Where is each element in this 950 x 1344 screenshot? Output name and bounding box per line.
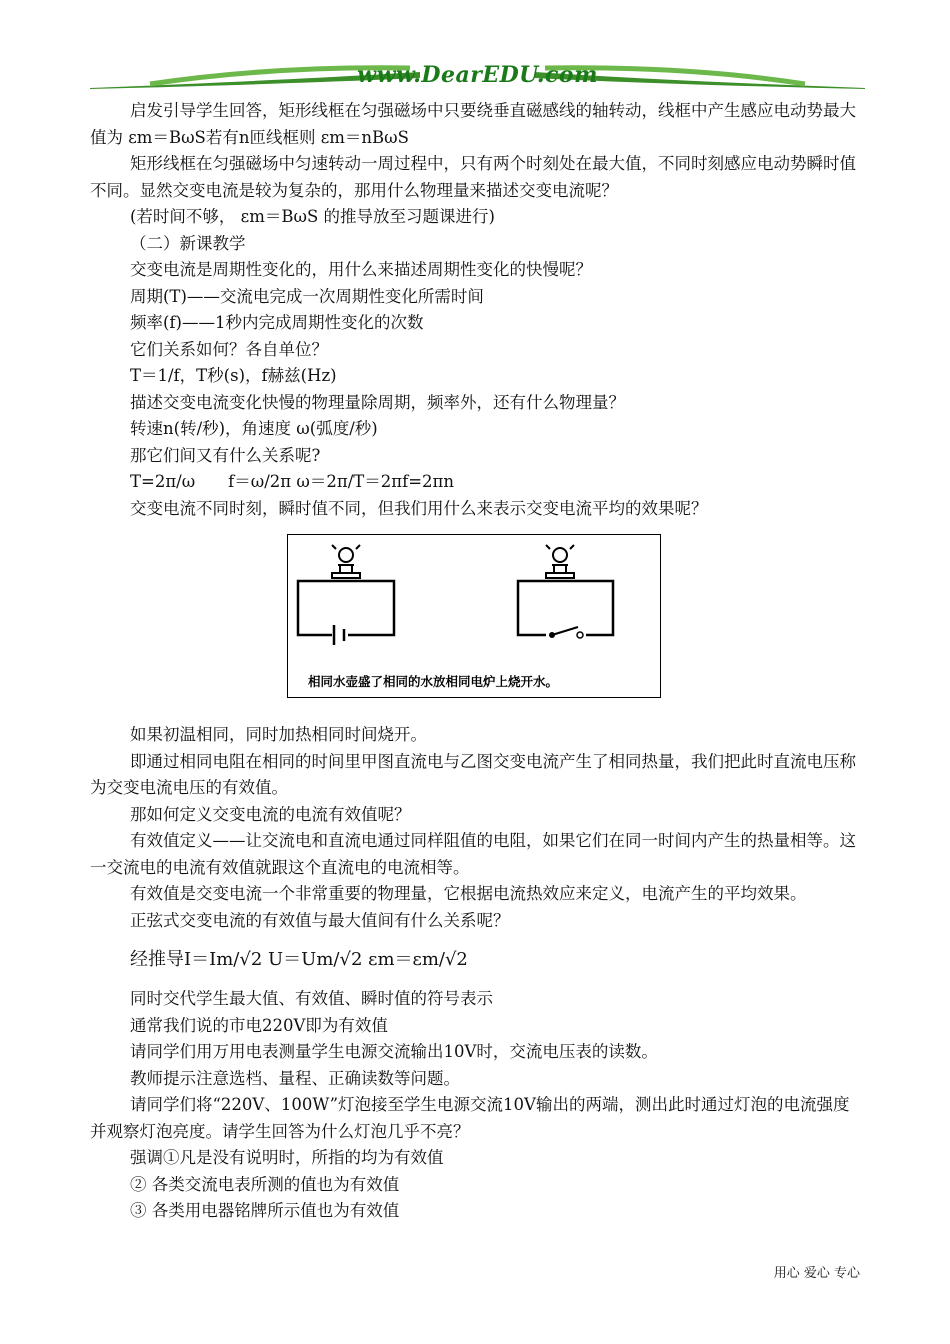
paragraph: 描述交变电流变化快慢的物理量除周期，频率外，还有什么物理量？ bbox=[130, 392, 625, 412]
paragraph: 教师提示注意选档、量程、正确读数等问题。 bbox=[130, 1068, 460, 1088]
paragraph: 频率(f)——1秒内完成周期性变化的次数 bbox=[130, 313, 424, 332]
paragraph: 请同学们将“220V、100W”灯泡接至学生电源交流10V输出的两端，测出此时通过灯泡的电流强度并观察灯泡亮度。请学生回答为什么灯泡几乎不亮？ bbox=[90, 1095, 850, 1141]
site-header bbox=[90, 58, 865, 94]
paragraph: 强调①凡是没有说明时，所指的均为有效值 bbox=[130, 1148, 444, 1167]
paragraph: 那它们间又有什么关系呢? bbox=[130, 445, 321, 465]
paragraph: 交变电流是周期性变化的，用什么来描述周期性变化的快慢呢？ bbox=[130, 260, 592, 279]
paragraph: 有效值是交变电流一个非常重要的物理量，它根据电流热效应来定义，电流产生的平均效果。 bbox=[130, 884, 807, 903]
paragraph: 启发引导学生回答，矩形线框在匀强磁场中只要绕垂直磁感线的轴转动，线框中产生感应电动势最大值为 εm＝BωS若有n匝线框则 εm＝nBωS bbox=[90, 101, 856, 147]
page-footer: 用心 爱心 专心 bbox=[773, 1266, 860, 1281]
paragraph: 转速n(转/秒)，角速度 ω(弧度/秒) bbox=[130, 419, 378, 438]
paragraph: 矩形线框在匀强磁场中匀速转动一周过程中，只有两个时刻处在最大值，不同时刻感应电动势瞬时值不同。显然交变电流是较为复杂的，那用什么物理量来描述交变电流呢？ bbox=[90, 154, 856, 200]
rms-formula: 经推导I＝Im/√2 U＝Um/√2 εm＝εm/√2 bbox=[130, 949, 468, 970]
paragraph: (若时间不够， εm＝BωS 的推导放至习题课进行) bbox=[130, 207, 495, 226]
paragraph: 即通过相同电阻在相同的时间里甲图直流电与乙图交变电流产生了相同热量，我们把此时直流电压称为交变电流电压的有效值。 bbox=[90, 751, 856, 797]
dc-circuit bbox=[298, 545, 394, 645]
paragraph: T＝1/f，T秒(s)，f赫兹(Hz) bbox=[130, 366, 337, 385]
paragraph: 周期(T)——交流电完成一次周期性变化所需时间 bbox=[130, 286, 484, 306]
ac-circuit bbox=[518, 545, 613, 641]
circuit-figure bbox=[287, 534, 661, 698]
document-body bbox=[90, 98, 860, 1225]
paragraph: T=2π/ω f＝ω/2π ω＝2π/T＝2πf=2πn bbox=[130, 472, 454, 491]
paragraph: 同时交代学生最大值、有效值、瞬时值的符号表示 bbox=[130, 989, 493, 1008]
paragraph: 交变电流不同时刻，瞬时值不同，但我们用什么来表示交变电流平均的效果呢？ bbox=[130, 498, 708, 518]
paragraph: 如果初温相同，同时加热相同时间烧开。 bbox=[130, 725, 427, 744]
paragraph: 那如何定义交变电流的电流有效值呢？ bbox=[130, 804, 411, 824]
paragraph: ② 各类交流电表所测的值也为有效值 bbox=[130, 1174, 400, 1194]
section-heading: （二）新课教学 bbox=[130, 233, 246, 253]
paragraph: 它们关系如何？各自单位？ bbox=[130, 339, 328, 359]
paragraph: 请同学们用万用电表测量学生电源交流输出10V时，交流电压表的读数。 bbox=[130, 1042, 658, 1061]
paragraph: ③ 各类用电器铭牌所示值也为有效值 bbox=[130, 1201, 400, 1220]
figure-caption: 相同水壶盛了相同的水放相同电炉上烧开水。 bbox=[308, 674, 559, 689]
paragraph: 正弦式交变电流的有效值与最大值间有什么关系呢？ bbox=[130, 910, 510, 930]
site-logo[interactable]: www.DearEDU.com bbox=[357, 62, 598, 88]
paragraph: 有效值定义——让交流电和直流电通过同样阻值的电阻，如果它们在同一时间内产生的热量相等。这一交流电的电流有效值就跟这个直流电的电流相等。 bbox=[90, 831, 856, 877]
paragraph: 通常我们说的市电220V即为有效值 bbox=[130, 1015, 388, 1035]
